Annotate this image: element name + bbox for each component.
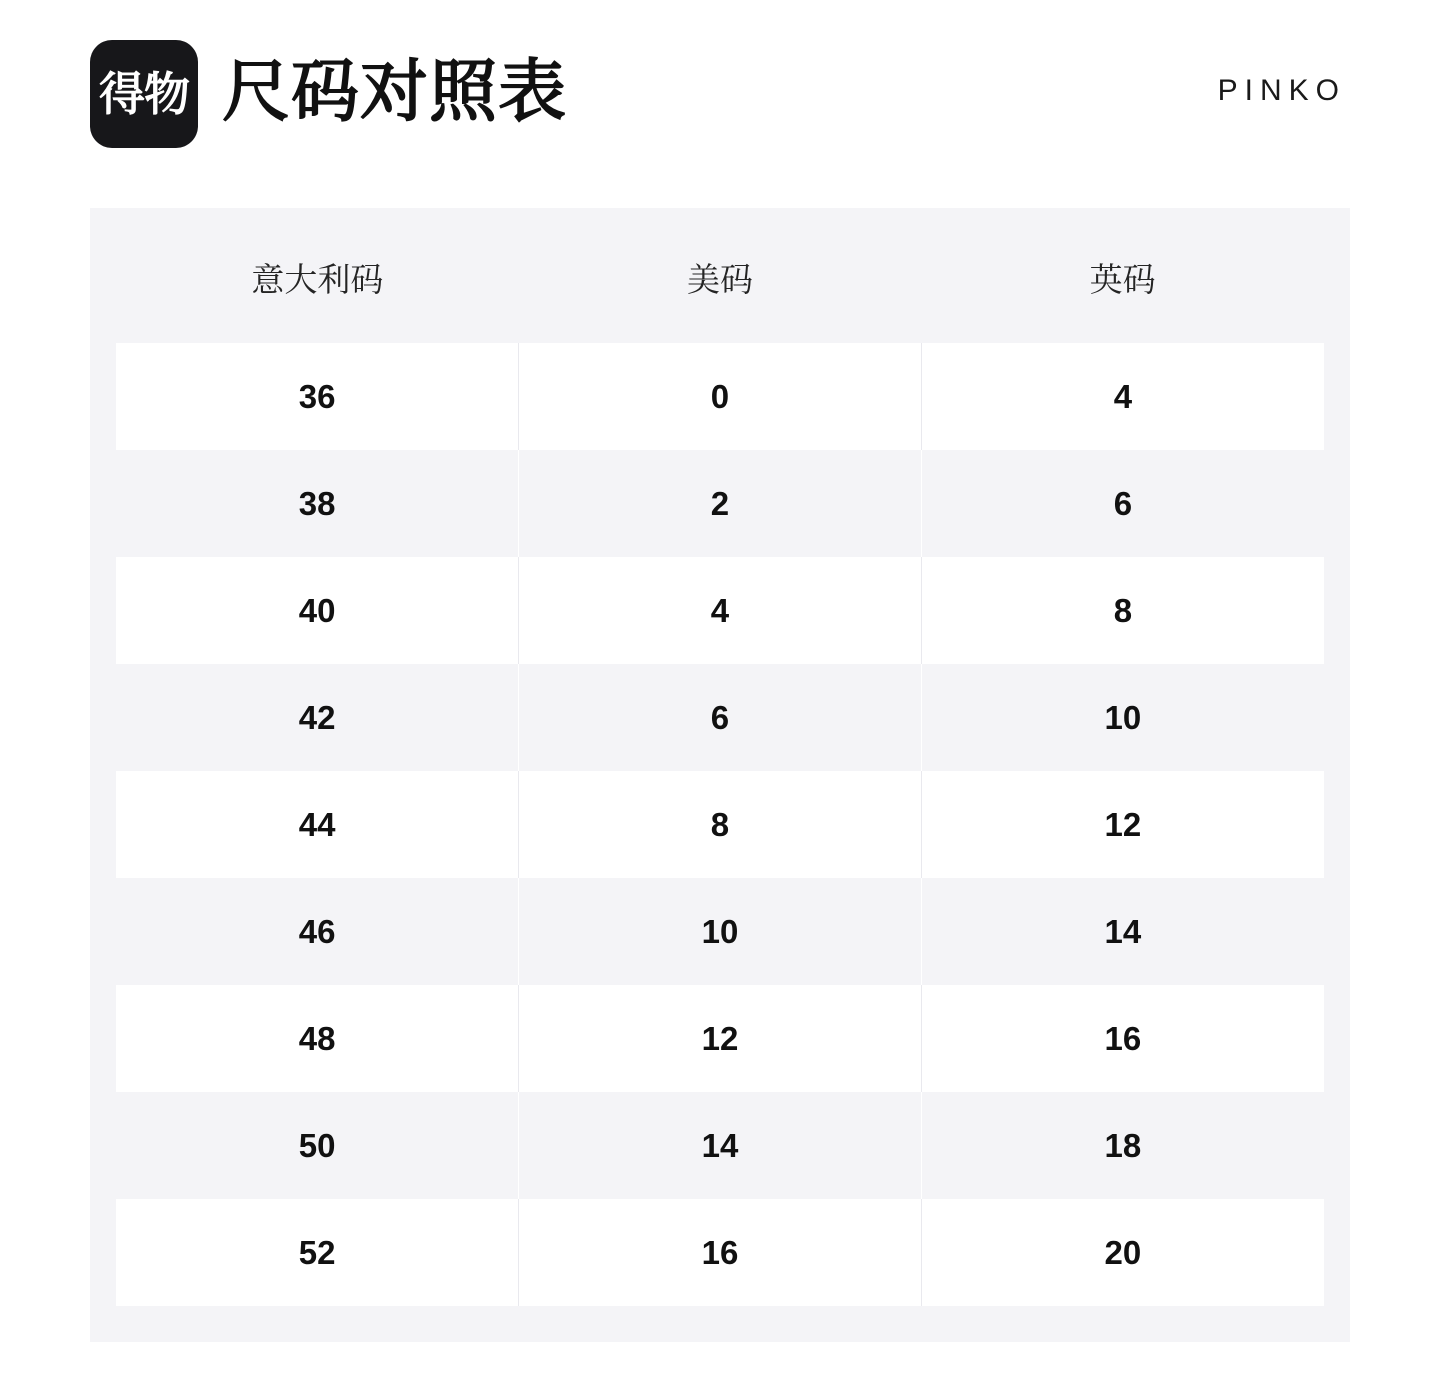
cell-uk: 20 (921, 1199, 1324, 1306)
column-header-uk: 英码 (921, 208, 1324, 343)
column-header-us: 美码 (519, 208, 922, 343)
cell-us: 10 (519, 878, 922, 985)
cell-us: 0 (519, 343, 922, 450)
size-conversion-table (116, 208, 1324, 1306)
table-row (116, 878, 1324, 985)
table-row (116, 1092, 1324, 1199)
table-row (116, 343, 1324, 450)
cell-us: 12 (519, 985, 922, 1092)
size-table-panel (90, 208, 1350, 1342)
cell-uk: 14 (921, 878, 1324, 985)
column-header-it: 意大利码 (116, 208, 519, 343)
cell-uk: 16 (921, 985, 1324, 1092)
cell-uk: 4 (921, 343, 1324, 450)
cell-us: 8 (519, 771, 922, 878)
table-body (116, 343, 1324, 1306)
table-row (116, 450, 1324, 557)
table-row (116, 1199, 1324, 1306)
cell-it: 52 (116, 1199, 519, 1306)
table-header-row (116, 208, 1324, 343)
brand-badge (90, 40, 198, 148)
cell-uk: 18 (921, 1092, 1324, 1199)
cell-it: 44 (116, 771, 519, 878)
table-row (116, 771, 1324, 878)
cell-us: 16 (519, 1199, 922, 1306)
page-title: 尺码对照表 (222, 53, 568, 132)
cell-it: 48 (116, 985, 519, 1092)
cell-uk: 6 (921, 450, 1324, 557)
page-header (90, 26, 1350, 146)
cell-it: 50 (116, 1092, 519, 1199)
cell-us: 4 (519, 557, 922, 664)
cell-us: 6 (519, 664, 922, 771)
brand-badge-label: 得物 (99, 67, 189, 121)
cell-it: 38 (116, 450, 519, 557)
cell-us: 2 (519, 450, 922, 557)
cell-it: 46 (116, 878, 519, 985)
cell-uk: 8 (921, 557, 1324, 664)
table-header (116, 208, 1324, 343)
cell-uk: 10 (921, 664, 1324, 771)
cell-it: 42 (116, 664, 519, 771)
cell-it: 36 (116, 343, 519, 450)
cell-it: 40 (116, 557, 519, 664)
table-row (116, 985, 1324, 1092)
table-row (116, 557, 1324, 664)
pinko-logo: PINKO (1217, 74, 1346, 107)
cell-us: 14 (519, 1092, 922, 1199)
cell-uk: 12 (921, 771, 1324, 878)
table-row (116, 664, 1324, 771)
